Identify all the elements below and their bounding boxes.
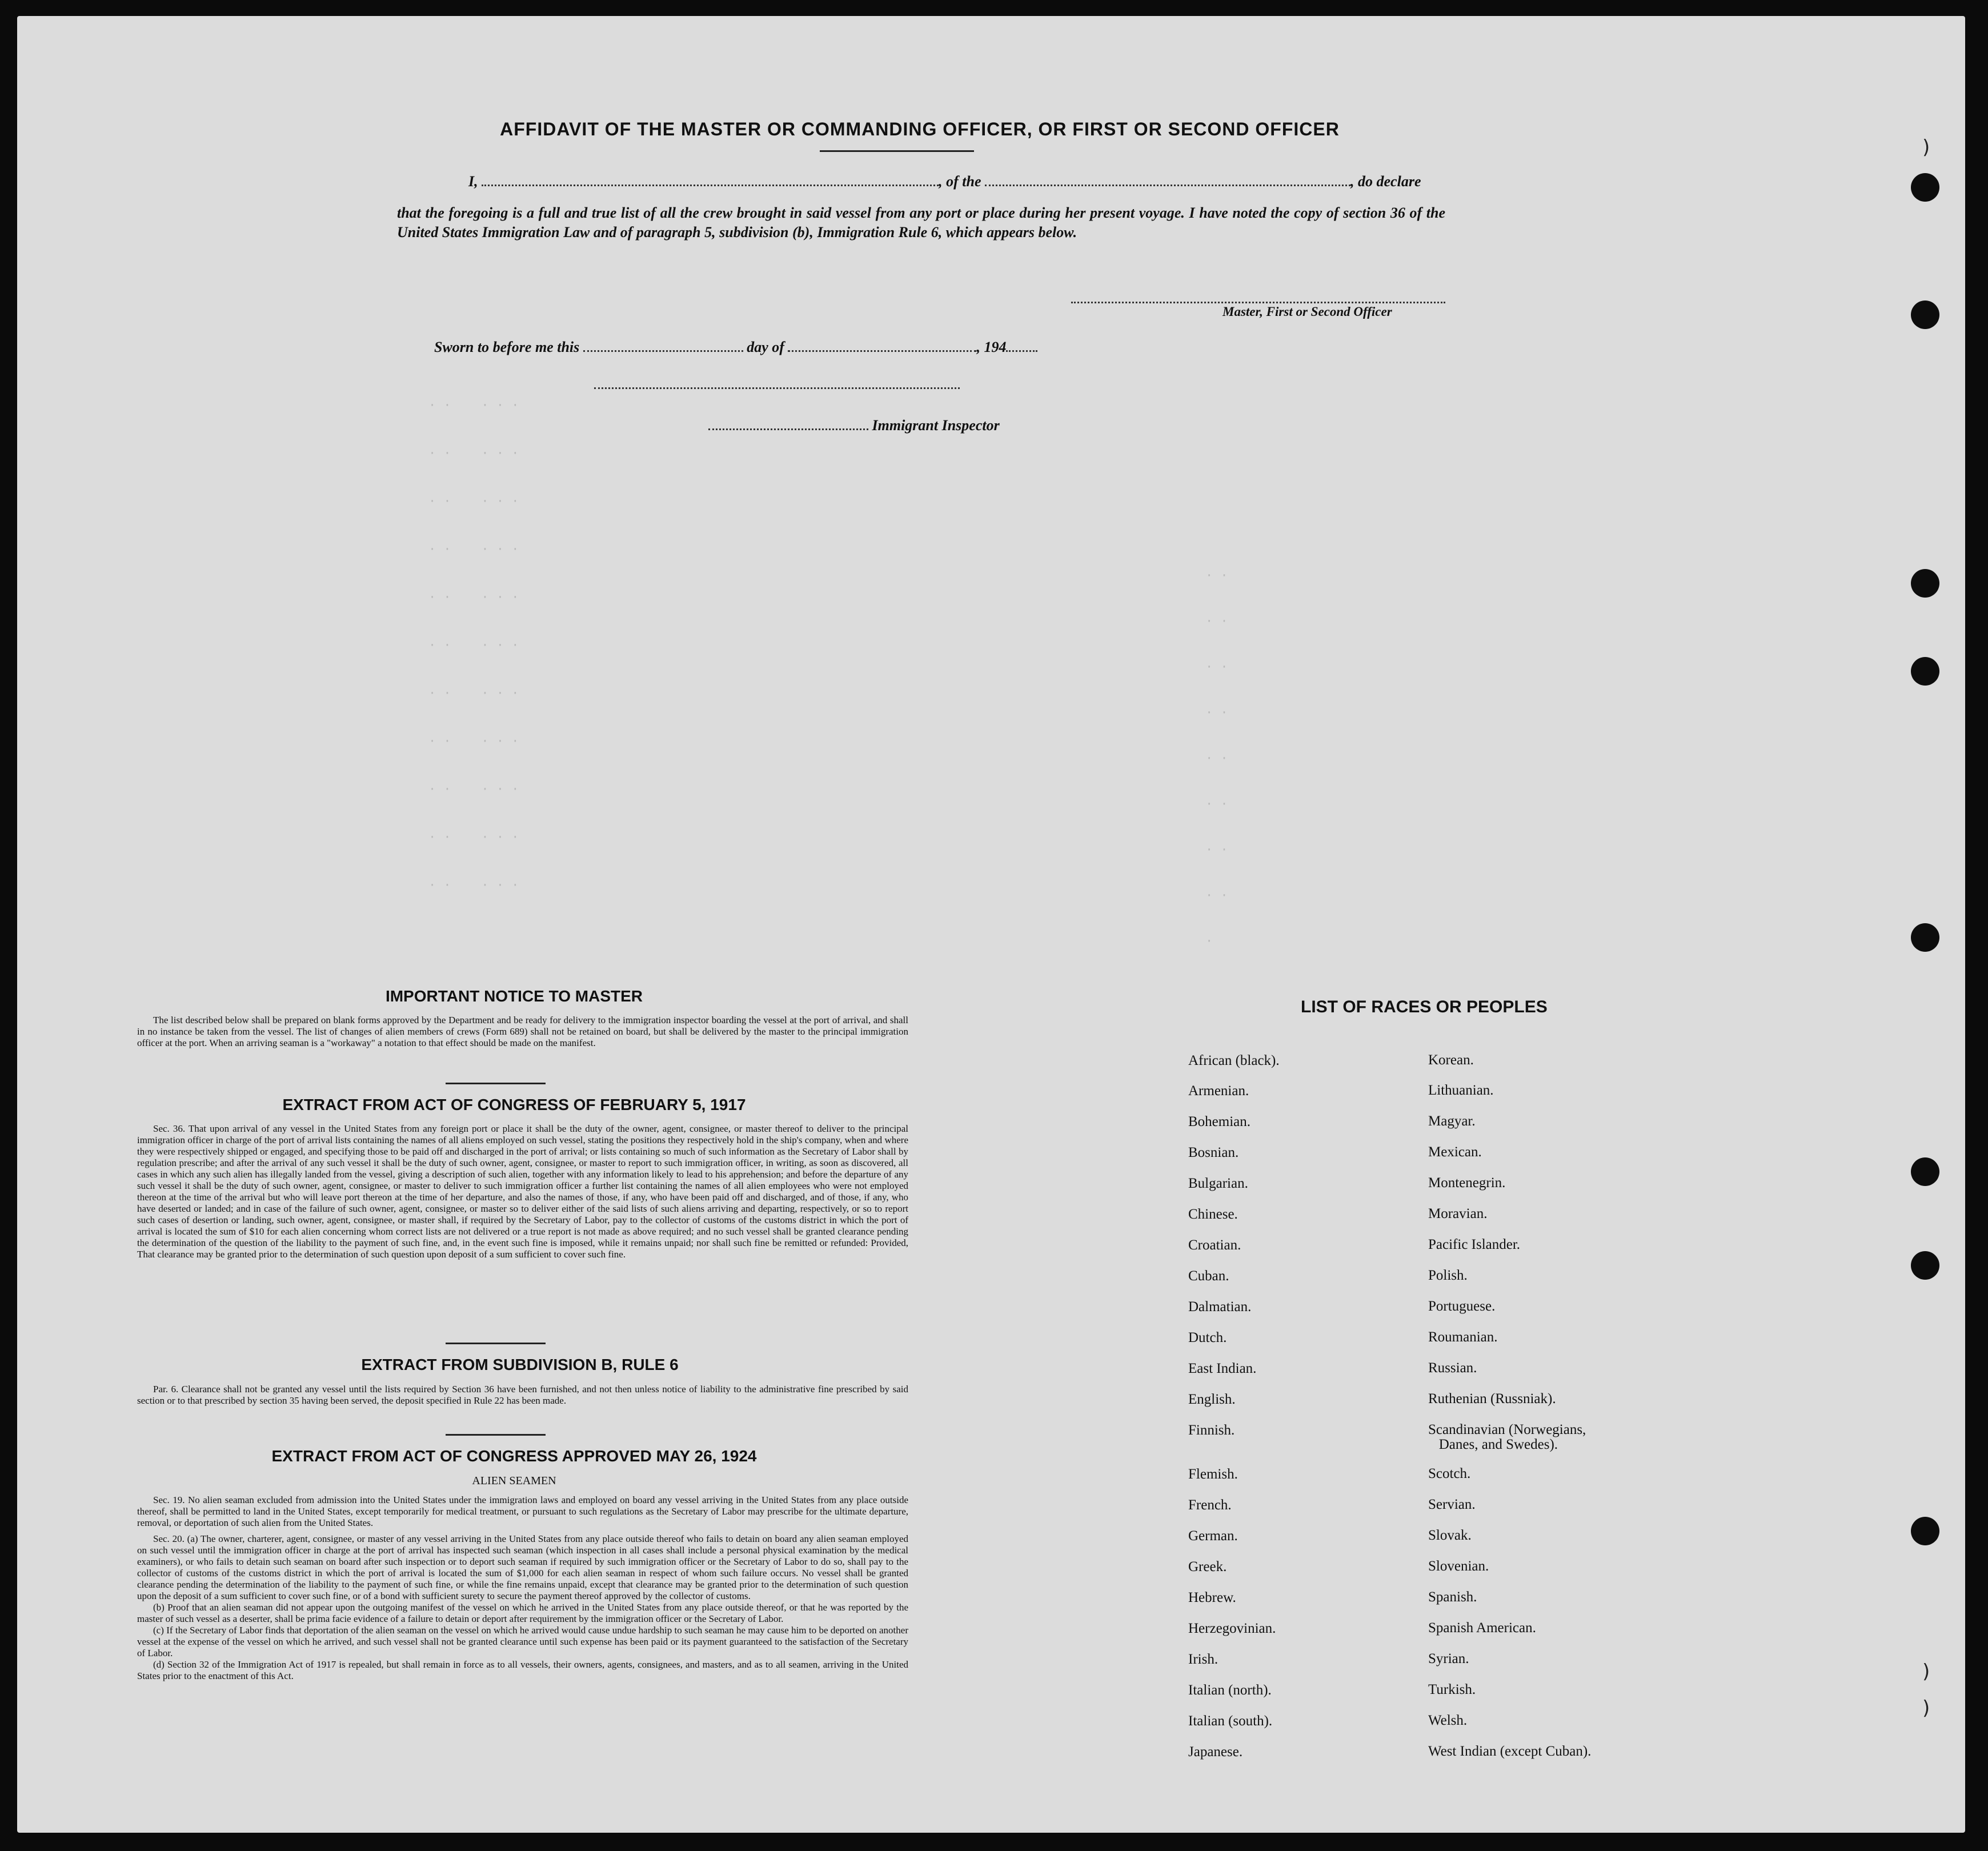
year-label: , 194 <box>976 339 1007 355</box>
race-item: Polish. <box>1428 1268 1468 1283</box>
section-36-paragraph: Sec. 36. That upon arrival of any vessel in the United States from any foreign port or place it shall be the duty of the owner, agent, consignee, or master thereof to deliver to the principal immigration officer in charge of the port of arrival lists containing the names of all aliens employed on such vessel, stating the positions they respectively hold in the ship's company, when and where they were respectively shipped or engaged, and specifying those to be paid off and discharged in the port of arrival; or lists containing so much of such information as the Secretary of Labor shall by regulation prescribe; and after the arrival of any such vessel it shall be the duty of such owner, agent, consignee, or master to report to such immigration officer, in writing, as soon as discovered, all cases in which any such alien has illegally landed from the vessel, giving a description of such alien, together with any information likely to lead to his apprehension; and before the departure of any such vessel it shall be the duty of such owner, agent, consignee, or master to deliver to such immigration officer a further list containing the names of all alien employees who were not employed thereon at the time of the arrival but who will leave port thereon at the time of her departure, and also the names of those, if any, who have been paid off and discharged, and of those, if any, who have deserted or landed; and in case of the failure of such owner, agent, consignee, or master so to deliver either of the said lists of such aliens arriving and departing, respectively, or so to report such cases of desertion or landing, such owner, agent, consignee, or master shall, if required by the Secretary of Labor, pay to the collector of customs of the customs district in which the port of arrival is located the sum of $10 for each alien concerning whom correct lists are not delivered or a true report is not made as above required; and no such vessel shall be granted clearance pending the determination of the question of the liability to the payment of such fine, and, in the event such fine is imposed, while it remains unpaid; nor shall such fine be remitted or refunded: Provided, That clearance may be granted prior to the determination of such question upon deposit of a sum sufficient to cover such fine. <box>137 1123 908 1260</box>
punch-hole <box>1911 923 1939 952</box>
race-item: English. <box>1188 1392 1236 1407</box>
bleed-through-marks: · · · · · · · · · · · · · · · · · <box>1205 568 1228 948</box>
punch-hole <box>1911 569 1939 598</box>
of-the-label: , of the <box>939 173 981 190</box>
master-signature-label: Master, First or Second Officer <box>1223 305 1392 319</box>
extract-1924-text <box>137 1495 908 1682</box>
race-item: East Indian. <box>1188 1361 1257 1376</box>
race-item: Russian. <box>1428 1360 1477 1376</box>
race-item: Chinese. <box>1188 1207 1238 1222</box>
vessel-blank[interactable] <box>985 185 1350 186</box>
divider <box>446 1343 546 1344</box>
race-item: Magyar. <box>1428 1113 1476 1129</box>
race-item: Pacific Islander. <box>1428 1237 1521 1252</box>
edge-binding-mark: ) <box>1922 1697 1930 1720</box>
bleed-through-marks: · · · · · · · · · · · · · · · · · · · · · · · · · · · · · · · · · · · · · · · · · · · · · · · · · · · · · · · <box>428 398 519 892</box>
race-item: Bohemian. <box>1188 1114 1251 1129</box>
race-item: Turkish. <box>1428 1682 1476 1697</box>
sworn-line <box>434 339 1037 356</box>
race-item: Herzegovinian. <box>1188 1621 1276 1636</box>
notice-text <box>137 1015 908 1049</box>
race-item: Croatian. <box>1188 1237 1241 1253</box>
extract-1924-title: EXTRACT FROM ACT OF CONGRESS APPROVED MAY 26, 1924 <box>271 1447 757 1465</box>
race-item: Spanish American. <box>1428 1620 1536 1636</box>
alien-seamen-subtitle: ALIEN SEAMEN <box>472 1475 556 1487</box>
race-item: Scotch. <box>1428 1466 1471 1481</box>
race-item: Dalmatian. <box>1188 1299 1252 1315</box>
race-item: Armenian. <box>1188 1083 1249 1099</box>
race-item: Slovak. <box>1428 1528 1472 1543</box>
race-item: Mexican. <box>1428 1144 1482 1160</box>
day-of-label: day of <box>747 339 784 355</box>
race-item: Japanese. <box>1188 1744 1243 1760</box>
inspector-signature-line-upper[interactable] <box>594 387 960 389</box>
rule-6-text <box>137 1384 908 1407</box>
declaration-paragraph: that the foregoing is a full and true list of all the crew brought in said vessel from any port or place during her present voyage. I have noted the copy of section 36 of the United States Immigration Law and of paragraph 5, subdivision (b), Immigration Rule 6, which appears below. <box>397 205 1445 241</box>
month-blank[interactable] <box>788 350 976 352</box>
inspector-signature-blank[interactable] <box>708 428 868 430</box>
race-item: Spanish. <box>1428 1589 1477 1605</box>
master-signature-line[interactable] <box>1071 302 1445 303</box>
race-item: German. <box>1188 1528 1238 1544</box>
race-item: Welsh. <box>1428 1713 1468 1728</box>
races-title: LIST OF RACES OR PEOPLES <box>1301 997 1548 1016</box>
race-item: Hebrew. <box>1188 1590 1236 1605</box>
punch-hole <box>1911 1157 1939 1186</box>
declaration-line <box>468 173 1445 190</box>
inspector-label: Immigrant Inspector <box>872 417 1000 434</box>
race-item: Flemish. <box>1188 1467 1238 1482</box>
sworn-label: Sworn to before me this <box>434 339 580 355</box>
punch-hole <box>1911 657 1939 686</box>
race-item: Irish. <box>1188 1652 1219 1667</box>
race-item: Roumanian. <box>1428 1329 1498 1345</box>
race-item: African (black). <box>1188 1053 1280 1068</box>
document-sheet <box>17 16 1965 1833</box>
race-item: French. <box>1188 1497 1232 1513</box>
race-item: Cuban. <box>1188 1268 1229 1284</box>
affidavit-title: AFFIDAVIT OF THE MASTER OR COMMANDING OFFICER, OR FIRST OR SECOND OFFICER <box>500 119 1340 139</box>
race-item: Greek. <box>1188 1559 1227 1574</box>
inspector-line <box>708 417 1000 434</box>
race-item: Montenegrin. <box>1428 1175 1506 1191</box>
race-item: West Indian (except Cuban). <box>1428 1744 1592 1759</box>
divider <box>446 1434 546 1436</box>
do-declare-label: , do declare <box>1350 173 1421 190</box>
name-blank[interactable] <box>482 185 939 186</box>
punch-hole <box>1911 301 1939 329</box>
divider <box>820 150 974 152</box>
race-item: Finnish. <box>1188 1423 1235 1438</box>
race-item: Moravian. <box>1428 1206 1488 1221</box>
day-blank[interactable] <box>583 350 743 352</box>
rule-6-title: EXTRACT FROM SUBDIVISION B, RULE 6 <box>361 1356 679 1373</box>
race-item: Italian (south). <box>1188 1713 1273 1729</box>
race-item: Italian (north). <box>1188 1682 1272 1698</box>
par-6-paragraph: Par. 6. Clearance shall not be granted any vessel until the lists required by Section 36 have been furnished, and not then unless notice of liability to the administrative fine prescribed by said section or to that prescribed by section 35 having been served, the deposit specified in Rule 22 has been made. <box>137 1384 908 1406</box>
punch-hole <box>1911 173 1939 202</box>
punch-hole <box>1911 1251 1939 1280</box>
sec-20d-paragraph: (d) Section 32 of the Immigration Act of 1917 is repealed, but shall remain in force as to all vessels, their owners, agents, consignees, and masters, and as to all seamen, arriving in the United States prior to the enactment of this Act. <box>137 1659 908 1681</box>
divider <box>446 1083 546 1084</box>
year-blank[interactable] <box>1006 350 1037 352</box>
sec-20a-paragraph: Sec. 20. (a) The owner, charterer, agent, consignee, or master of any vessel arriving in the United States from any place outside thereof who fails to detain on board any alien seaman employed on such vessel until the immigration officer in charge at the port of arrival has inspected such seaman (which inspection in all cases shall include a personal physical examination by the medical examiners), or who fails to detain such seaman on board after such inspection or to deport such seaman if required by such immigration officer or the Secretary of Labor to do so, shall pay to the collector of customs of the customs district in which the port of arrival is located the sum of $1,000 for each alien seaman in respect of whom such failure occurs. No vessel shall be granted clearance pending the determination of the liability to the payment of such fine, or while the fine remains unpaid, except that clearance may be granted prior to the determination of such question upon the deposit of a sum sufficient to cover such fine, or of a bond with sufficient surety to secure the payment thereof approved by the collector of customs. <box>137 1533 908 1601</box>
sec-19-paragraph: Sec. 19. No alien seaman excluded from admission into the United States under the immigration laws and employed on board any vessel arriving in the United States from any place outside thereof, shall be permitted to land in the United States, except temporarily for medical treatment, or pursuant to such regulations as the Secretary of Labor may prescribe for the ultimate departure, removal, or deportation of such alien from the United States. <box>137 1495 908 1528</box>
edge-binding-mark: ) <box>1922 1660 1930 1683</box>
race-item: Servian. <box>1428 1497 1476 1512</box>
punch-hole <box>1911 1517 1939 1545</box>
edge-binding-mark: ) <box>1922 136 1930 159</box>
sec-20c-paragraph: (c) If the Secretary of Labor finds that deportation of the alien seaman on the vessel on which he arrived would cause undue hardship to such seaman he may cause him to be deported on another vessel at the expense of the vessel on which he arrived, and such vessel shall not be granted clearance until such expense has been paid or its payment guaranteed to the satisfaction of the Secretary of Labor. <box>137 1625 908 1658</box>
race-item: Bosnian. <box>1188 1145 1239 1160</box>
sec-20b-paragraph: (b) Proof that an alien seaman did not appear upon the outgoing manifest of the vessel on which he arrived in the United States from any place outside thereof, or that he was reported by the master of such vessel as a deserter, shall be prima facie evidence of a failure to detain or deport after requirement by the immigration officer or the Secretary of Labor. <box>137 1602 908 1624</box>
extract-1917-title: EXTRACT FROM ACT OF CONGRESS OF FEBRUARY 5, 1917 <box>282 1096 746 1113</box>
race-item: Syrian. <box>1428 1651 1469 1666</box>
i-label: I, <box>468 173 478 190</box>
race-item: Portuguese. <box>1428 1299 1496 1314</box>
extract-1917-text <box>137 1123 908 1260</box>
notice-paragraph: The list described below shall be prepared on blank forms approved by the Department and be ready for delivery to the immigration inspector boarding the vessel at the port of arrival, and shall in no instance be taken from the vessel. The list of changes of alien members of crews (Form 689) shall not be retained on board, but shall be delivered by the master to the principal immigration officer at the port. When an arriving seaman is a "workaway" a notation to that effect should be made on the manifest. <box>137 1015 908 1048</box>
race-item: Lithuanian. <box>1428 1083 1494 1098</box>
race-item: Scandinavian (Norwegians, Danes, and Swedes). <box>1428 1422 1586 1452</box>
race-item: Dutch. <box>1188 1330 1227 1345</box>
race-item: Korean. <box>1428 1052 1474 1068</box>
race-item: Bulgarian. <box>1188 1176 1248 1191</box>
race-item: Slovenian. <box>1428 1558 1489 1574</box>
notice-title: IMPORTANT NOTICE TO MASTER <box>385 987 643 1005</box>
race-item: Ruthenian (Russniak). <box>1428 1391 1556 1407</box>
